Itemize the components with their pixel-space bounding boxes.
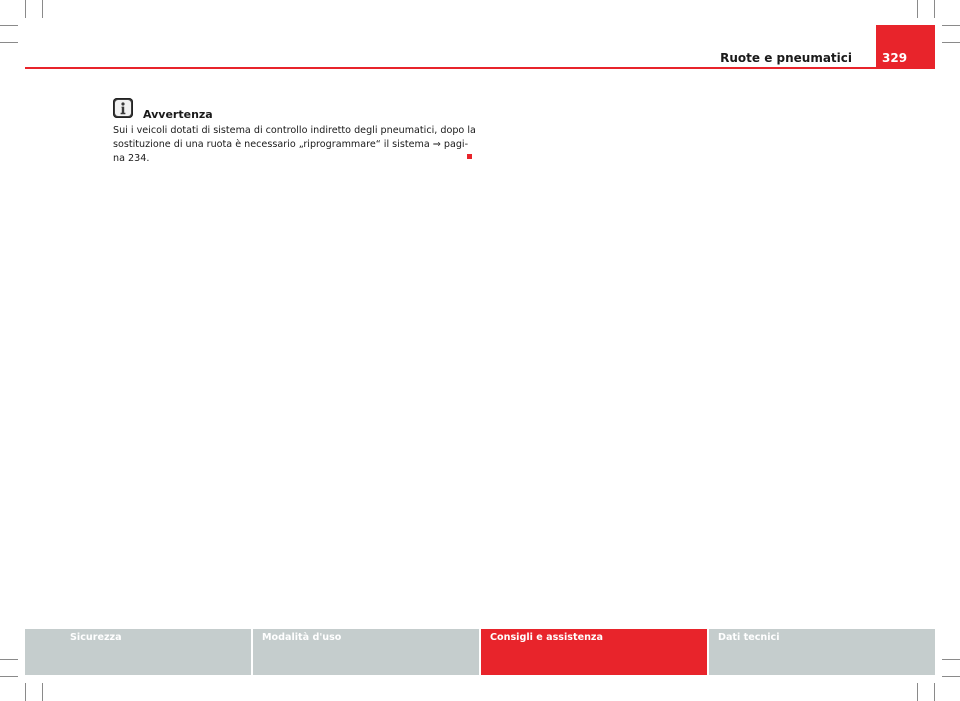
warning-title: Avvertenza (143, 108, 213, 121)
crop-mark (917, 683, 918, 701)
warning-body (113, 124, 476, 166)
section-end-marker (467, 154, 472, 159)
footer-tab-sicurezza[interactable] (25, 629, 251, 675)
crop-mark (0, 42, 18, 43)
crop-mark (934, 0, 935, 18)
footer-tab-consigli-assistenza[interactable] (481, 629, 707, 675)
crop-mark (42, 0, 43, 18)
crop-mark (942, 676, 960, 677)
page-number: 329 (882, 51, 908, 65)
footer-tab-label: Dati tecnici (718, 632, 780, 643)
footer-tab-label: Consigli e assistenza (490, 632, 603, 643)
crop-mark (942, 42, 960, 43)
footer-tab-label: Modalità d'uso (262, 632, 342, 643)
footer-tab-modalita-uso[interactable] (253, 629, 479, 675)
footer-nav (25, 629, 935, 675)
crop-mark (25, 683, 26, 701)
crop-mark (942, 659, 960, 660)
info-icon (113, 98, 133, 118)
crop-mark (0, 676, 18, 677)
crop-mark (0, 25, 18, 26)
warning-line: Sui i veicoli dotati di sistema di controllo indiretto degli pneumatici, dopo la (113, 125, 476, 136)
crop-mark (942, 25, 960, 26)
warning-line: na 234. (113, 153, 150, 164)
crop-mark (25, 0, 26, 18)
crop-mark (0, 659, 18, 660)
crop-mark (42, 683, 43, 701)
page-number-tab (876, 25, 935, 69)
crop-mark (934, 683, 935, 701)
section-title: Ruote e pneumatici (720, 51, 852, 65)
warning-line: sostituzione di una ruota è necessario „riprogrammare“ il sistema ⇒ pagi- (113, 139, 469, 150)
footer-tab-label: Sicurezza (70, 632, 122, 643)
crop-mark (917, 0, 918, 18)
footer-tab-dati-tecnici[interactable] (709, 629, 935, 675)
header-rule (25, 67, 935, 69)
